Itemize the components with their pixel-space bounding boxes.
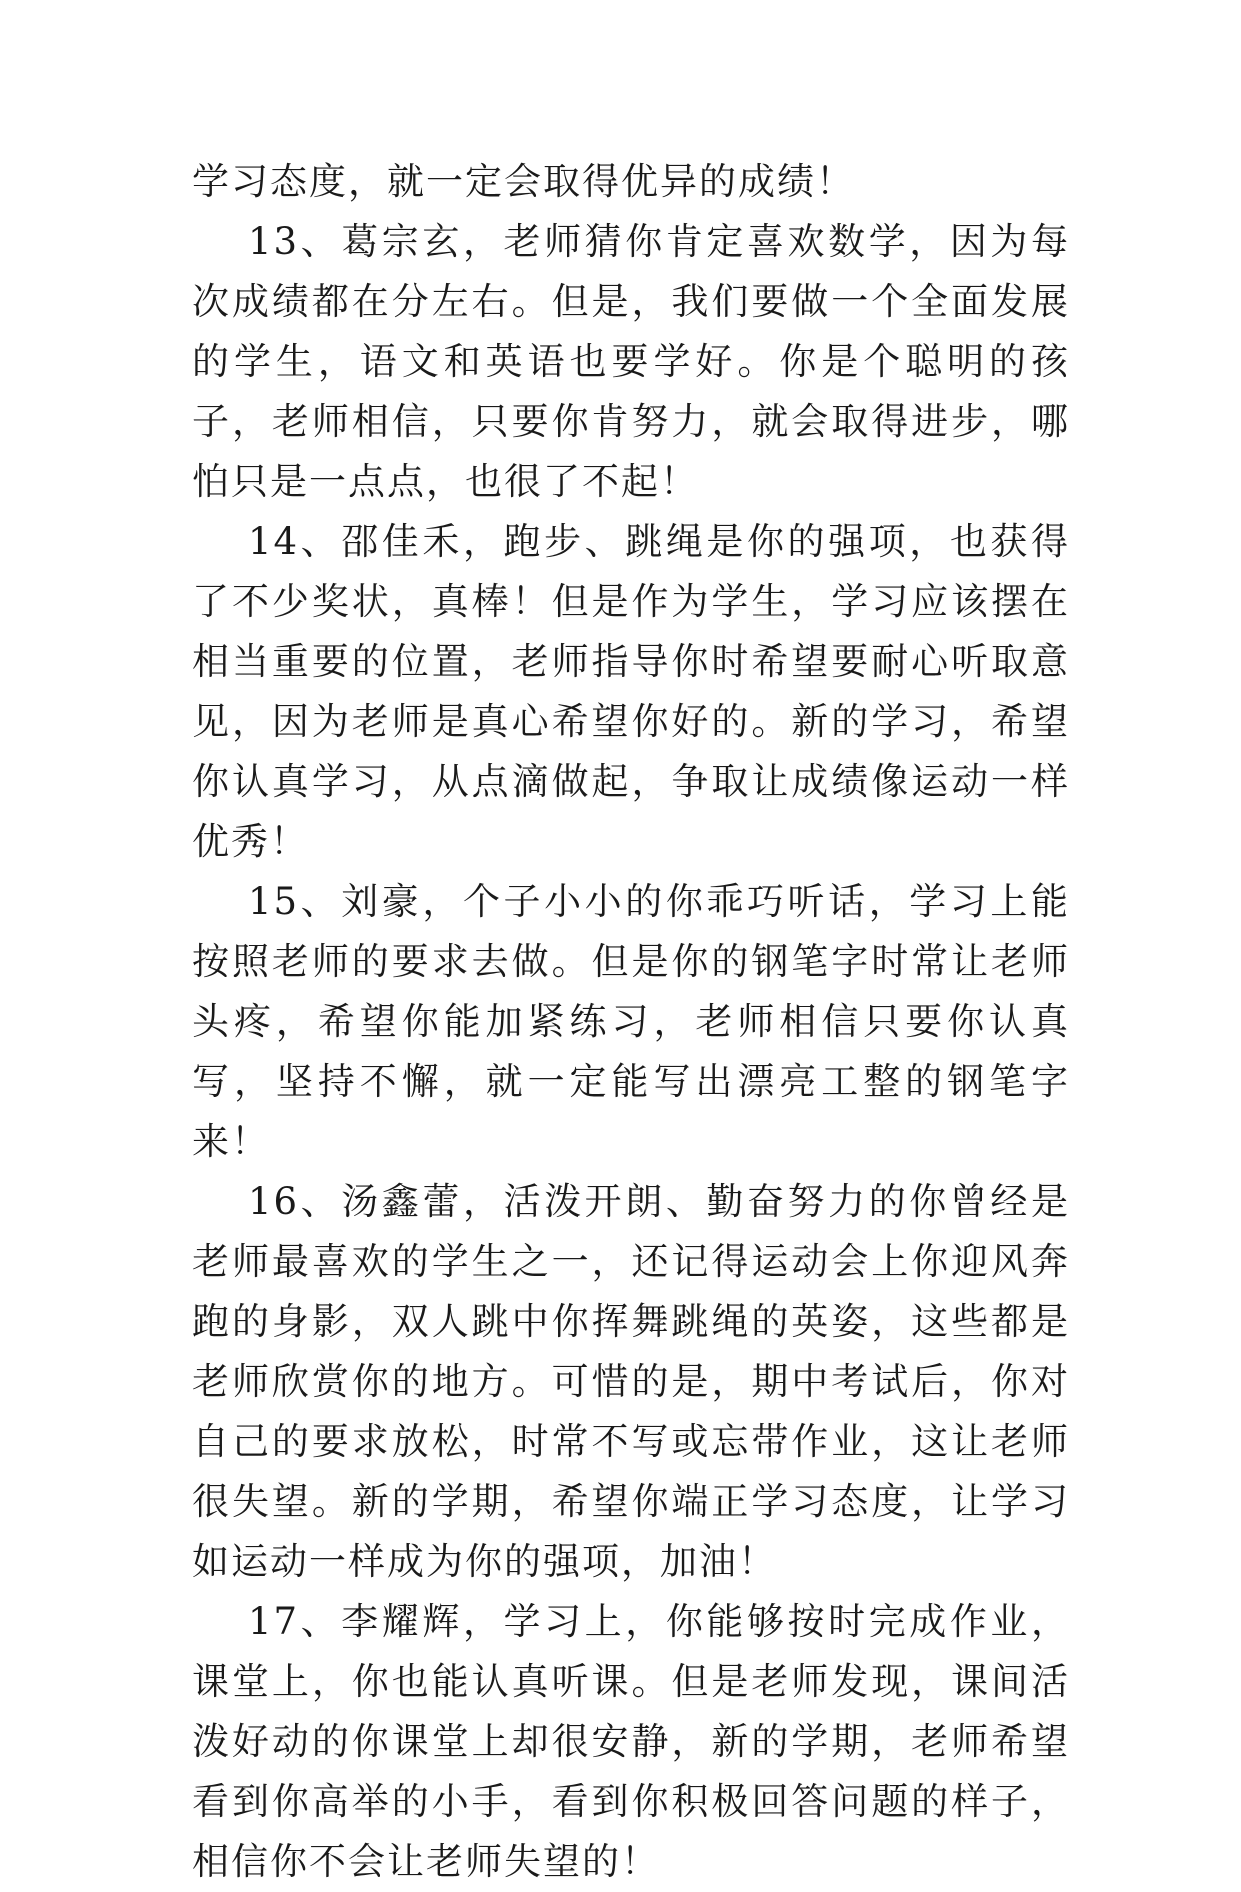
paragraph-comment-16: 16、汤鑫蕾，活泼开朗、勤奋努力的你曾经是老师最喜欢的学生之一，还记得运动会上你迎风奔跑的身影，双人跳中你挥舞跳绳的英姿，这些都是老师欣赏你的地方。可惜的是，期中考试后，你对自己的要求放松，时常不写或忘带作业，这让老师很失望。新的学期，希望你端正学习态度，让学习如运动一样成为你的强项，加油！ xyxy=(192,1180,1070,1583)
paragraph-continuation: 学习态度，就一定会取得优异的成绩！ xyxy=(192,160,855,203)
paragraph-comment-14: 14、邵佳禾，跑步、跳绳是你的强项，也获得了不少奖状，真棒！但是作为学生，学习应该摆在相当重要的位置，老师指导你时希望要耐心听取意见，因为老师是真心希望你好的。新的学习，希望你认真学习，从点滴做起，争取让成绩像运动一样优秀！ xyxy=(192,520,1070,863)
paragraph-comment-17: 17、李耀辉，学习上，你能够按时完成作业，课堂上，你也能认真听课。但是老师发现，课间活泼好动的你课堂上却很安静，新的学期，老师希望看到你高举的小手，看到你积极回答问题的样子，相信你不会让老师失望的！ xyxy=(192,1600,1070,1883)
paragraph-comment-15: 15、刘豪，个子小小的你乖巧听话，学习上能按照老师的要求去做。但是你的钢笔字时常让老师头疼，希望你能加紧练习，老师相信只要你认真写，坚持不懈，就一定能写出漂亮工整的钢笔字来！ xyxy=(192,880,1070,1163)
document-body xyxy=(192,152,1070,1892)
paragraph-comment-13: 13、葛宗玄，老师猜你肯定喜欢数学，因为每次成绩都在分左右。但是，我们要做一个全面发展的学生，语文和英语也要学好。你是个聪明的孩子，老师相信，只要你肯努力，就会取得进步，哪怕只是一点点，也很了不起！ xyxy=(192,220,1070,503)
